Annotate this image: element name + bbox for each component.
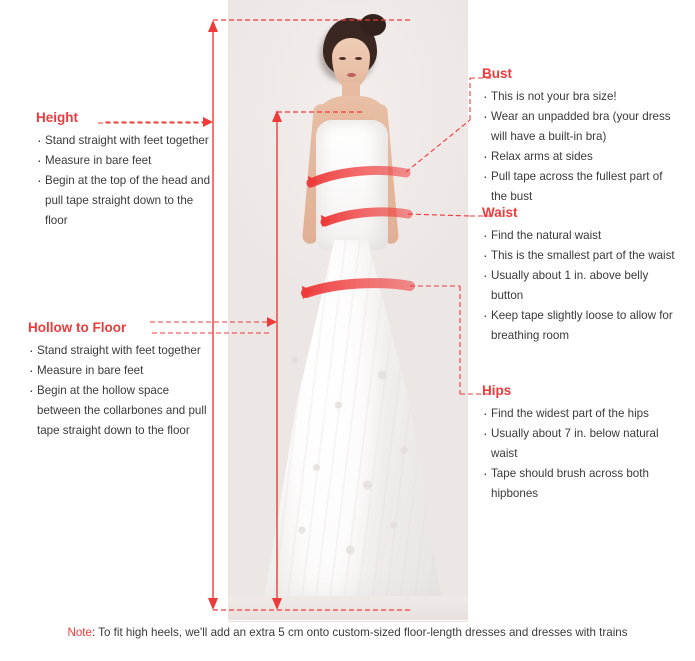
list-item: · Tape should brush across both hipbones bbox=[482, 464, 672, 504]
footer-note bbox=[0, 626, 695, 639]
model-photo bbox=[228, 0, 468, 622]
dress-bodice bbox=[316, 120, 388, 250]
waist-list bbox=[482, 226, 678, 346]
note-label: Note bbox=[67, 626, 92, 639]
list-item: · Stand straight with feet together bbox=[36, 131, 214, 151]
list-item: · Begin at the hollow space between the collarbones and pull tape straight down to the floor bbox=[28, 381, 214, 441]
height-annotation bbox=[36, 110, 214, 231]
list-item: · Find the widest part of the hips bbox=[482, 404, 672, 424]
list-item: · Usually about 1 in. above belly button bbox=[482, 266, 678, 306]
model-eye-right bbox=[355, 57, 362, 60]
list-item: · Usually about 7 in. below natural waist bbox=[482, 424, 672, 464]
dress-lace-detail bbox=[280, 330, 426, 580]
footer-divider bbox=[0, 620, 695, 621]
list-item: · Find the natural waist bbox=[482, 226, 678, 246]
model-lips bbox=[347, 73, 356, 77]
list-item: · Stand straight with feet together bbox=[28, 341, 214, 361]
note-text: : To fit high heels, we'll add an extra 5 cm onto custom-sized floor-length dresses and dresses with trains bbox=[91, 626, 628, 639]
bust-heading: Bust bbox=[482, 66, 512, 81]
hollow-to-floor-heading: Hollow to Floor bbox=[28, 320, 127, 335]
list-item: · This is the smallest part of the waist bbox=[482, 246, 678, 266]
list-item: · Relax arms at sides bbox=[482, 147, 674, 167]
list-item: · Wear an unpadded bra (your dress will have a built-in bra) bbox=[482, 107, 674, 147]
waist-heading: Waist bbox=[482, 205, 518, 220]
waist-annotation bbox=[482, 205, 678, 346]
list-item: · Measure in bare feet bbox=[28, 361, 214, 381]
list-item: · Begin at the top of the head and pull tape straight down to the floor bbox=[36, 171, 214, 231]
height-heading: Height bbox=[36, 110, 78, 125]
bust-annotation bbox=[482, 66, 674, 207]
model-eye-left bbox=[339, 57, 346, 60]
hips-annotation bbox=[482, 383, 672, 504]
list-item: · Pull tape across the fullest part of the bust bbox=[482, 167, 674, 207]
photo-floor bbox=[228, 596, 468, 622]
model-hair-bun bbox=[360, 14, 386, 36]
hollow-to-floor-list bbox=[28, 341, 214, 441]
list-item: · Keep tape slightly loose to allow for breathing room bbox=[482, 306, 678, 346]
height-list bbox=[36, 131, 214, 231]
list-item: · This is not your bra size! bbox=[482, 87, 674, 107]
list-item: · Measure in bare feet bbox=[36, 151, 214, 171]
hollow-to-floor-annotation bbox=[28, 320, 214, 441]
hips-list bbox=[482, 404, 672, 504]
bust-list bbox=[482, 87, 674, 207]
hips-heading: Hips bbox=[482, 383, 512, 398]
